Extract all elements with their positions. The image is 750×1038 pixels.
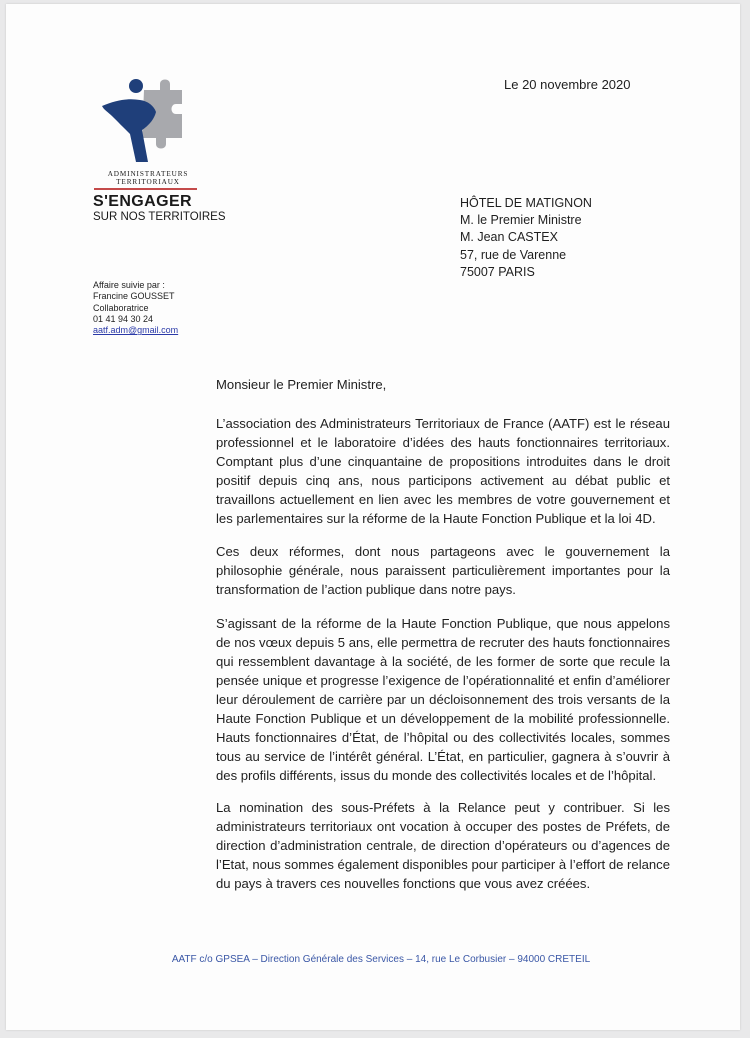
contact-block	[93, 280, 178, 336]
recipient-line: HÔTEL DE MATIGNON	[460, 196, 592, 210]
paragraph: S’agissant de la réforme de la Haute Fonction Publique, que nous appelons de nos vœux depuis 5 ans, elle permettra de recruter des hauts fonctionnaires qui ressemblent davantage à la société, de les former de sorte que recule la pensée unique et progresse l’exigence de l’opérationnalité et enfin d’améliorer leur déroulement de carrière par un décloisonnement des trois versants de la Haute Fonction Publique et un développement de la mobilité professionnelle. Hauts fonctionnaires d’État, de l’hôpital ou des collectivités locales, sommes tous au service de l’intérêt général. L’État, en particulier, gagnera à s’ouvrir à des profils différents, issus du monde des collectivités locales et de l’hôpital.	[216, 616, 670, 783]
contact-label: Affaire suivie par :	[93, 280, 165, 290]
contact-email-link[interactable]: aatf.adm@gmail.com	[93, 325, 179, 336]
contact-role: Collaboratrice	[93, 302, 149, 313]
recipient-address	[460, 195, 592, 281]
contact-phone: 01 41 94 30 24	[93, 313, 154, 324]
slogan-sub: SUR NOS TERRITOIRES	[93, 211, 226, 223]
puzzle-figure-icon	[96, 76, 206, 171]
salutation: Monsieur le Premier Ministre,	[216, 377, 387, 392]
recipient-line: M. le Premier Ministre	[460, 213, 582, 228]
letter-page	[6, 4, 740, 1030]
org-name: ADMINISTRATEURS TERRITORIAUX	[107, 170, 189, 186]
org-divider	[94, 188, 197, 190]
paragraph: Ces deux réformes, dont nous partageons avec le gouvernement la philosophie générale, nous paraissent particulièrement importantes pour la transformation de l’action publique dans notre pays.	[216, 544, 670, 597]
footer-address: AATF c/o GPSEA – Direction Générale des Services – 14, rue Le Corbusier – 94000 CRETEIL	[171, 954, 591, 965]
contact-name: Francine GOUSSET	[93, 291, 175, 302]
paragraph: L’association des Administrateurs Territoriaux de France (AATF) est le réseau professionnel et le laboratoire d’idées des hauts fonctionnaires territoriaux. Comptant plus d’une cinquantaine de propositions introduites dans le droit positif depuis cinq ans, nous participons activement au débat public et travaillons actuellement en lien avec les membres de votre gouvernement et les parlementaires sur la réforme de la Haute Fonction Publique et la loi 4D.	[216, 416, 670, 526]
paragraph: La nomination des sous-Préfets à la Relance peut y contribuer. Si les administrateurs territoriaux ont vocation à occuper des postes de Préfets, de direction d’administration centrale, de direction d’opérateurs ou d’agences de l’Etat, nous sommes également disponibles pour participer à l’effort de relance du pays à travers ces nouvelles fonctions que vous avez créées.	[216, 800, 670, 891]
letter-date: Le 20 novembre 2020	[504, 77, 631, 92]
recipient-line: 57, rue de Varenne	[460, 247, 567, 262]
recipient-line: M. Jean CASTEX	[460, 230, 558, 245]
recipient-line: 75007 PARIS	[460, 264, 535, 279]
slogan-main: S'ENGAGER	[93, 193, 192, 210]
